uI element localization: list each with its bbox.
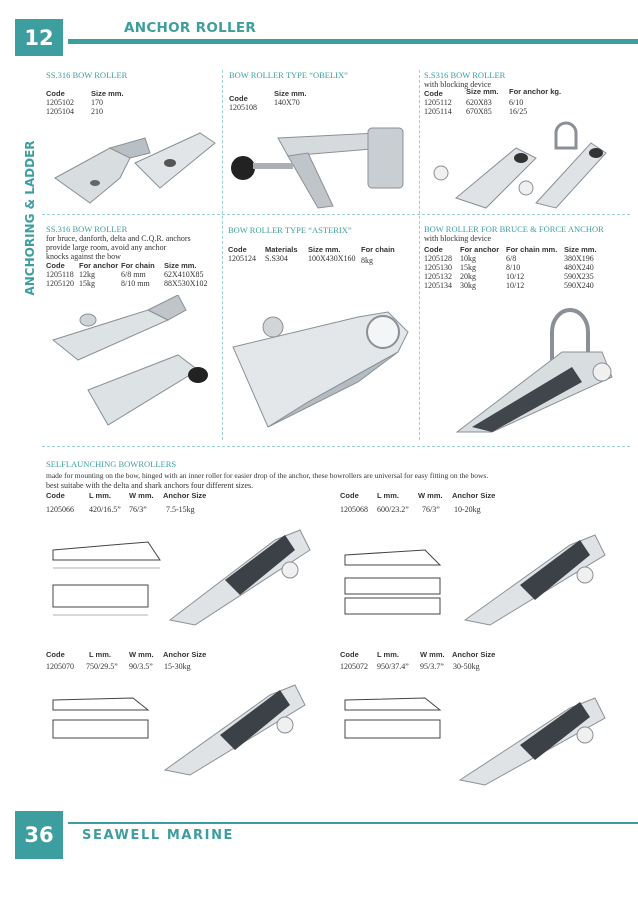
- col-header-width: W mm.: [129, 650, 154, 659]
- table-cell: 30kg: [460, 281, 476, 290]
- table-cell: 15kg: [460, 263, 476, 272]
- table-cell: 380X196: [564, 254, 594, 263]
- selflaunching-photo-3: [160, 665, 310, 780]
- divider-horizontal-2: [42, 446, 630, 447]
- technical-drawing-1: [48, 530, 168, 620]
- table-cell: 15-30kg: [164, 662, 191, 671]
- col-header-width: W mm.: [418, 491, 443, 500]
- table-cell: 10-20kg: [454, 505, 481, 514]
- section-bruce: [424, 224, 634, 291]
- cqr-roller-photo: [48, 295, 220, 435]
- selflaunching-photo-4: [455, 680, 615, 790]
- bow-roller-photo: [50, 118, 220, 208]
- bruce-roller-photo: [452, 292, 622, 437]
- col-header-anchor: Anchor Size: [452, 650, 496, 659]
- col-header-length: L mm.: [89, 650, 111, 659]
- table-cell: 76/3”: [129, 505, 147, 514]
- table-cell: 1205114: [424, 107, 452, 116]
- col-header-code: Code: [229, 94, 248, 103]
- table-cell: 1205104: [46, 107, 74, 116]
- table-cell: 95/3.7”: [420, 662, 444, 671]
- footer-rule: [68, 822, 638, 824]
- table-cell: 100X430X160: [308, 254, 356, 263]
- table-cell: 950/37.4”: [377, 662, 409, 671]
- section-cqr: [46, 224, 221, 289]
- section-title: BOW ROLLER TYPE “OBELIX”: [229, 70, 348, 80]
- chapter-number: 12: [15, 19, 63, 56]
- col-header-code: Code: [46, 650, 65, 659]
- col-header-code: Code: [424, 245, 443, 254]
- table-cell: 1205118: [46, 270, 74, 279]
- col-header-length: L mm.: [377, 491, 399, 500]
- table-cell: 7.5-15kg: [166, 505, 195, 514]
- section-desc: for bruce, danforth, delta and C.Q.R. anchors: [46, 234, 191, 243]
- section-title: BOW ROLLER FOR BRUCE & FORCE ANCHOR: [424, 224, 604, 234]
- technical-drawing-3: [48, 690, 158, 760]
- table-cell: 210: [91, 107, 103, 116]
- table-cell: 90/3.5”: [129, 662, 153, 671]
- side-section-tab: [15, 130, 45, 305]
- table-cell: 1205070: [46, 662, 74, 671]
- col-header-anchor: For anchor: [79, 261, 119, 270]
- col-header-anchor: Anchor Size: [163, 491, 207, 500]
- table-cell: 8kg: [361, 256, 373, 265]
- page-title: ANCHOR ROLLER: [124, 20, 257, 36]
- table-cell: 1205130: [424, 263, 452, 272]
- table-cell: 620X83: [466, 98, 492, 107]
- table-cell: 420/16.5”: [89, 505, 121, 514]
- obelix-roller-photo: [228, 118, 413, 210]
- table-cell: 16/25: [509, 107, 528, 116]
- col-header-chain: For chain: [361, 245, 395, 254]
- col-header-code: Code: [228, 245, 247, 254]
- table-cell: 76/3”: [422, 505, 440, 514]
- col-header-anchor: For anchor kg.: [509, 87, 562, 96]
- table-cell: 1205072: [340, 662, 368, 671]
- section-obelix: [229, 70, 409, 113]
- col-header-anchor: Anchor Size: [163, 650, 207, 659]
- col-header-anchor: Anchor Size: [452, 491, 496, 500]
- footer-brand: SEAWELL MARINE: [82, 828, 235, 843]
- table-cell: 12kg: [79, 270, 95, 279]
- col-header-size: Size mm.: [466, 87, 499, 96]
- col-header-size: Size mm.: [91, 89, 124, 98]
- section-title: SELFLAUNCHING BOWROLLERS: [46, 459, 177, 469]
- table-cell: 6/8: [506, 254, 517, 263]
- section-ss316: [46, 70, 216, 117]
- table-cell: 1205112: [424, 98, 452, 107]
- table-cell: 6/10: [509, 98, 524, 107]
- table-cell: 8/10: [506, 263, 521, 272]
- selflaunching-photo-1: [165, 510, 315, 630]
- table-cell: 1205102: [46, 98, 74, 107]
- page-number: 36: [15, 811, 63, 859]
- table-cell: 20kg: [460, 272, 476, 281]
- divider-horizontal-1: [42, 214, 630, 215]
- col-header-code: Code: [46, 89, 65, 98]
- asterix-roller-photo: [228, 292, 416, 437]
- table-cell: S.S304: [265, 254, 288, 263]
- selflaunching-photo-2: [460, 515, 610, 630]
- table-cell: 1205066: [46, 505, 74, 514]
- col-header-size: Size mm.: [308, 245, 341, 254]
- divider-vertical-2: [419, 70, 420, 440]
- table-cell: 1205134: [424, 281, 452, 290]
- col-header-size: Size mm.: [274, 89, 307, 98]
- section-desc: knocks against the bow: [46, 252, 121, 261]
- section-desc: made for mounting on the bow, hinged with an inner roller for easier drop of the anchor, these bowrollers are universal for easy fitting on the bows.: [46, 471, 489, 480]
- table-cell: 88X530X102: [164, 279, 208, 288]
- table-cell: 10/12: [506, 281, 525, 290]
- table-cell: 140X70: [274, 98, 300, 107]
- table-cell: 170: [91, 98, 103, 107]
- table-cell: 15kg: [79, 279, 95, 288]
- table-cell: 480X240: [564, 263, 594, 272]
- technical-drawing-2: [340, 540, 450, 620]
- table-cell: 30-50kg: [453, 662, 480, 671]
- section-title: S.S316 BOW ROLLER: [424, 70, 506, 80]
- col-header-code: Code: [46, 261, 65, 270]
- section-title: BOW ROLLER TYPE “ASTERIX”: [228, 225, 352, 235]
- section-desc: best suitabe with the delta and shark anchors four different sizes.: [46, 481, 254, 490]
- table-cell: 670X85: [466, 107, 492, 116]
- section-subtitle: with blocking device: [424, 234, 492, 243]
- table-cell: 10kg: [460, 254, 476, 263]
- table-cell: 10/12: [506, 272, 525, 281]
- table-cell: 1205128: [424, 254, 452, 263]
- col-header-size: Size mm.: [164, 261, 197, 270]
- col-header-width: W mm.: [420, 650, 445, 659]
- col-header-code: Code: [424, 89, 443, 98]
- table-cell: 1205132: [424, 272, 452, 281]
- table-cell: 8/10 mm: [121, 279, 150, 288]
- section-selflaunching: [46, 459, 626, 490]
- table-cell: 590X235: [564, 272, 594, 281]
- col-header-chain: For chain: [121, 261, 155, 270]
- blocking-roller-photo: [426, 118, 626, 210]
- col-header-length: L mm.: [377, 650, 399, 659]
- table-cell: 750/29.5”: [86, 662, 118, 671]
- section-desc: provide large room, avoid any anchor: [46, 243, 167, 252]
- side-tab-label: ANCHORING & LADDER: [23, 139, 37, 296]
- section-blocking: [424, 70, 624, 117]
- table-cell: 1205068: [340, 505, 368, 514]
- col-header-size: Size mm.: [564, 245, 597, 254]
- col-header-anchor: For anchor: [460, 245, 500, 254]
- col-header-chain: For chain mm.: [506, 245, 558, 254]
- col-header-code: Code: [46, 491, 65, 500]
- section-title: SS.316 BOW ROLLER: [46, 70, 128, 80]
- table-cell: 1205120: [46, 279, 74, 288]
- section-title: SS.316 BOW ROLLER: [46, 224, 128, 234]
- col-header-materials: Materials: [265, 245, 298, 254]
- divider-vertical-1: [222, 70, 223, 440]
- table-cell: 1205108: [229, 103, 257, 112]
- self-item-4: [340, 650, 620, 680]
- table-cell: 62X410X85: [164, 270, 204, 279]
- header-rule: [68, 39, 638, 44]
- table-cell: 6/8 mm: [121, 270, 146, 279]
- table-cell: 590X240: [564, 281, 594, 290]
- col-header-width: W mm.: [129, 491, 154, 500]
- section-asterix: [228, 225, 416, 271]
- section-subtitle: with blocking device: [424, 80, 492, 89]
- col-header-code: Code: [340, 650, 359, 659]
- technical-drawing-4: [340, 690, 450, 760]
- table-cell: 1205124: [228, 254, 256, 263]
- col-header-code: Code: [340, 491, 359, 500]
- col-header-length: L mm.: [89, 491, 111, 500]
- table-cell: 600/23.2”: [377, 505, 409, 514]
